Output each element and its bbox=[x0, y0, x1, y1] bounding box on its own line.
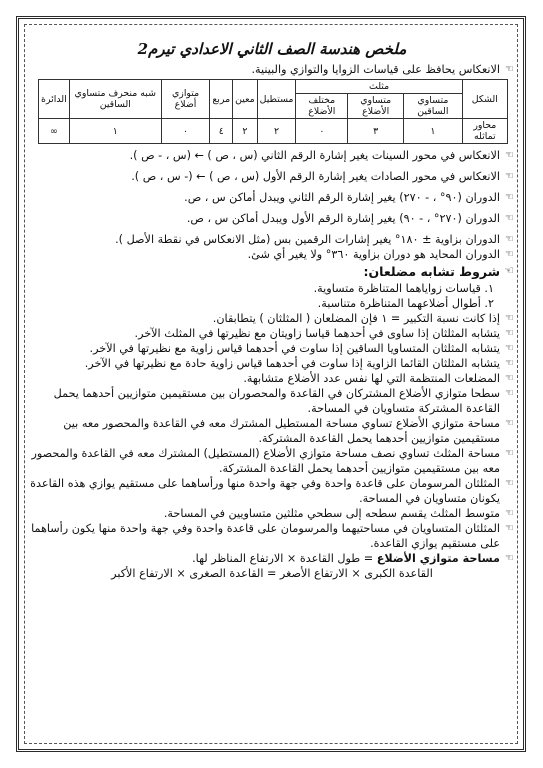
fact-line bbox=[30, 446, 514, 476]
cell-circle: ∞ bbox=[39, 119, 70, 144]
intro-text: الانعكاس يحافظ على قياسات الزوايا والتوازي والبينية. bbox=[251, 63, 500, 76]
cell-rhombus: ٢ bbox=[233, 119, 258, 144]
document-body bbox=[30, 40, 514, 581]
rule-line bbox=[30, 169, 514, 184]
fact-text: مساحة متوازي الأضلاع تساوي مساحة المستطيل المشترك معه في القاعدة والمحصور معه بين مستقيمين متوازيين أحدهما يحمل القاعدة المشتركة. bbox=[63, 417, 500, 445]
fact-text: إذا كانت نسبة التكبير = ١ فإن المضلعان ( المثلثان ) يتطابقان. bbox=[212, 312, 500, 325]
hand-bullet-icon: ☜ bbox=[505, 523, 514, 534]
cell-square: ٤ bbox=[210, 119, 233, 144]
hand-bullet-icon: ☜ bbox=[505, 388, 514, 399]
header-trapezoid: شبه منحرف متساوي الساقين bbox=[69, 80, 161, 119]
rule-text: الدوران المحايد هو دوران بزاوية ٣٦٠° ولا يغير أي شئ. bbox=[247, 248, 500, 261]
area-formula: = طول القاعدة × الارتفاع المناظر لها. bbox=[192, 552, 377, 565]
fact-text: يتشابه المثلثان إذا ساوى في أحدهما قياسا زاويتان مع نظيرتها في المثلث الآخر. bbox=[134, 327, 500, 340]
fact-text: المضلعات المنتظمة التي لها نفس عدد الأضلاع متشابهة. bbox=[243, 372, 500, 385]
rule-text: الانعكاس في محور الصادات يغير إشارة الرقم الأول (س ، ص ) ← (- س ، ص ). bbox=[131, 170, 500, 183]
fact-line bbox=[30, 326, 514, 341]
cell-rectangle: ٢ bbox=[257, 119, 296, 144]
cell-parallelogram: ٠ bbox=[161, 119, 210, 144]
cell-isosceles: ١ bbox=[404, 119, 463, 144]
hand-bullet-icon: ☜ bbox=[505, 64, 514, 75]
hand-bullet-icon: ☜ bbox=[505, 343, 514, 354]
hand-bullet-icon: ☜ bbox=[505, 328, 514, 339]
fact-text: مساحة المثلث تساوي نصف مساحة متوازي الأضلاع (المستطيل) المشترك معه في القاعدة والمحصور معه بين مستقيمين متوازيين أحدهما يحمل القاعدة المشتركة. bbox=[31, 447, 500, 475]
fact-line bbox=[30, 521, 514, 551]
cell-scalene: ٠ bbox=[296, 119, 348, 144]
symmetry-table bbox=[38, 79, 508, 144]
hand-bullet-icon: ☜ bbox=[504, 264, 514, 277]
hand-bullet-icon: ☜ bbox=[505, 192, 514, 203]
rule-line bbox=[30, 190, 514, 205]
fact-line bbox=[30, 341, 514, 356]
fact-text: المثلثان المتساويان في مساحتيهما والمرسومان على قاعدة واحدة وفي جهة واحدة منها يكون رأساهما على مستقيم يوازي القاعدة. bbox=[31, 522, 500, 550]
rule-line bbox=[30, 211, 514, 226]
fact-line bbox=[30, 311, 514, 326]
similarity-heading bbox=[30, 264, 514, 279]
header-square: مربع bbox=[210, 80, 233, 119]
hand-bullet-icon: ☜ bbox=[505, 150, 514, 161]
hand-bullet-icon: ☜ bbox=[505, 234, 514, 245]
intro-line bbox=[30, 62, 514, 77]
fact-line bbox=[30, 416, 514, 446]
header-scalene: مختلف الأضلاع bbox=[296, 94, 348, 119]
rule-line bbox=[30, 148, 514, 163]
hand-bullet-icon: ☜ bbox=[505, 313, 514, 324]
hand-bullet-icon: ☜ bbox=[505, 213, 514, 224]
area-heading: مساحة متوازي الأضلاع bbox=[376, 552, 500, 565]
similarity-heading-text: شروط تشابه مضلعان: bbox=[363, 264, 500, 279]
row-label: محاور تماثله bbox=[462, 119, 507, 144]
header-circle: الدائرة bbox=[39, 80, 70, 119]
fact-text: سطحا متوازي الأضلاع المشتركان في القاعدة والمحصوران بين مستقيمين متوازيين أحدهما يحمل القاعدة المشتركة متساويان في المساحة. bbox=[53, 387, 500, 415]
hand-bullet-icon: ☜ bbox=[505, 249, 514, 260]
fact-text: المثلثان المرسومان على قاعدة واحدة وفي جهة واحدة منها ورأساهما على مستقيم يوازي هذه القاعدة يكونان متساويان في المساحة. bbox=[30, 477, 500, 505]
header-rectangle: مستطيل bbox=[257, 80, 296, 119]
hand-bullet-icon: ☜ bbox=[505, 171, 514, 182]
area-formula-2: القاعدة الكبرى × الارتفاع الأصغر = القاعدة الصغرى × الارتفاع الأكبر bbox=[111, 567, 433, 580]
rule-text: الانعكاس في محور السينات يغير إشارة الرقم الثاني (س ، ص ) ← (س ، - ص ). bbox=[129, 149, 500, 162]
header-equilateral: متساوي الأضلاع bbox=[348, 94, 404, 119]
fact-line bbox=[30, 476, 514, 506]
header-parallelogram: متوازي أضلاع bbox=[161, 80, 210, 119]
similarity-condition: ٢. أطوال أضلاعهما المتناظرة متناسبة. bbox=[317, 297, 494, 310]
fact-line bbox=[30, 386, 514, 416]
cell-equilateral: ٣ bbox=[348, 119, 404, 144]
cell-trapezoid: ١ bbox=[69, 119, 161, 144]
hand-bullet-icon: ☜ bbox=[505, 478, 514, 489]
fact-line bbox=[30, 506, 514, 521]
fact-line bbox=[30, 371, 514, 386]
fact-text: متوسط المثلث يقسم سطحه إلى سطحي مثلثين متساويين في المساحة. bbox=[163, 507, 500, 520]
rule-line bbox=[30, 232, 514, 247]
hand-bullet-icon: ☜ bbox=[505, 448, 514, 459]
similarity-condition: ١. قياسات زواياهما المتناظرة متساوية. bbox=[313, 282, 494, 295]
hand-bullet-icon: ☜ bbox=[505, 418, 514, 429]
header-rhombus: معين bbox=[233, 80, 258, 119]
area-line bbox=[30, 551, 514, 566]
fact-text: يتشابه المثلثان القائما الزاوية إذا ساوت في أحدهما قياس زاوية حادة مع نظيرتها في الآخر. bbox=[84, 357, 500, 370]
hand-bullet-icon: ☜ bbox=[505, 508, 514, 519]
rule-text: الدوران بزاوية ± ١٨٠° يغير إشارات الرقمين بس (مثل الانعكاس في نقطة الأصل ). bbox=[115, 233, 500, 246]
header-isosceles: متساوي الساقين bbox=[404, 94, 463, 119]
rule-text: الدوران (٩٠° ، - ٢٧٠) يغير إشارة الرقم الثاني ويبدل أماكن س ، ص. bbox=[184, 191, 500, 204]
fact-text: يتشابه المثلثان المتساويا الساقين إذا ساوت في أحدهما قياس زاوية مع نظيرتها في الآخر. bbox=[89, 342, 500, 355]
hand-bullet-icon: ☜ bbox=[505, 373, 514, 384]
page-title: ملخص هندسة الصف الثاني الاعدادي تيرم2 bbox=[137, 40, 407, 58]
header-triangle: مثلث bbox=[296, 80, 462, 94]
hand-bullet-icon: ☜ bbox=[505, 358, 514, 369]
rule-text: الدوران (٢٧٠° ، - ٩٠) يغير إشارة الرقم الأول ويبدل أماكن س ، ص. bbox=[186, 212, 500, 225]
fact-line bbox=[30, 356, 514, 371]
header-shape: الشكل bbox=[462, 80, 507, 119]
hand-bullet-icon: ☜ bbox=[505, 553, 514, 564]
rule-line bbox=[30, 247, 514, 262]
